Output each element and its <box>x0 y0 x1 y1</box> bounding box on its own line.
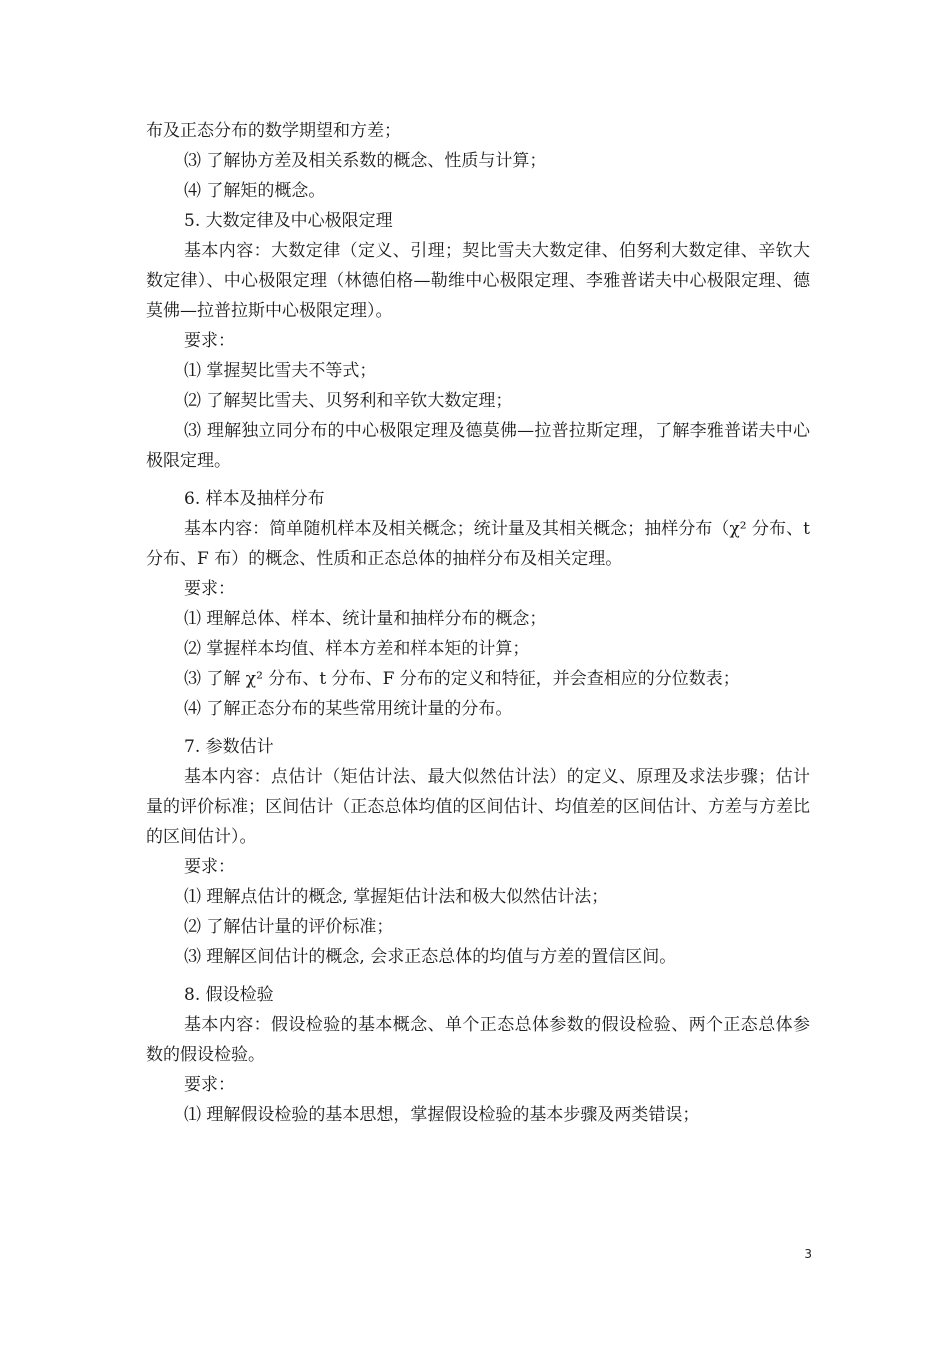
section-heading: 6. 样本及抽样分布 <box>184 489 325 509</box>
section-content: 基本内容：点估计（矩估计法、最大似然估计法）的定义、原理及求法步骤；估计量的评价标准；区间估计（正态总体均值的区间估计、均值差的区间估计、方差与方差比的区间估计）。 <box>146 767 810 847</box>
requirements-label: 要求： <box>184 579 235 599</box>
section-content: 基本内容：假设检验的基本概念、单个正态总体参数的假设检验、两个正态总体参数的假设检验。 <box>146 1015 810 1065</box>
list-item: ⑵ 了解契比雪夫、贝努利和辛钦大数定理； <box>184 391 513 411</box>
list-item: ⑶ 了解 χ² 分布、t 分布、F 分布的定义和特征，并会查相应的分位数表； <box>184 669 740 689</box>
section-content: 基本内容：简单随机样本及相关概念；统计量及其相关概念；抽样分布（χ² 分布、t 分布、F 布）的概念、性质和正态总体的抽样分布及相关定理。 <box>146 519 810 569</box>
section-heading: 7. 参数估计 <box>184 737 274 757</box>
list-item: ⑴ 理解总体、样本、统计量和抽样分布的概念； <box>184 609 547 629</box>
list-item: ⑴ 理解假设检验的基本思想，掌握假设检验的基本步骤及两类错误； <box>184 1105 700 1125</box>
section-content: 基本内容：大数定律（定义、引理；契比雪夫大数定律、伯努利大数定律、辛钦大数定律）、中心极限定理（林德伯格—勒维中心极限定理、李雅普诺夫中心极限定理、德莫佛—拉普拉斯中心极限定理）。 <box>146 241 810 321</box>
requirements-label: 要求： <box>184 1075 235 1095</box>
requirements-label: 要求： <box>184 331 235 351</box>
section-heading: 8. 假设检验 <box>184 985 274 1005</box>
page-number: 3 <box>804 1247 812 1261</box>
list-item: ⑶ 了解协方差及相关系数的概念、性质与计算； <box>184 151 547 171</box>
list-item: ⑷ 了解正态分布的某些常用统计量的分布。 <box>184 699 513 719</box>
list-item: ⑵ 了解估计量的评价标准； <box>184 917 394 937</box>
list-item: ⑶ 理解独立同分布的中心极限定理及德莫佛—拉普拉斯定理，了解李雅普诺夫中心极限定理。 <box>146 421 810 471</box>
list-item: ⑴ 掌握契比雪夫不等式； <box>184 361 377 381</box>
paragraph-continuation: 布及正态分布的数学期望和方差； <box>146 121 401 141</box>
list-item: ⑴ 理解点估计的概念, 掌握矩估计法和极大似然估计法； <box>184 887 609 907</box>
list-item: ⑷ 了解矩的概念。 <box>184 181 326 201</box>
section-heading: 5. 大数定律及中心极限定理 <box>184 211 393 231</box>
list-item: ⑶ 理解区间估计的概念, 会求正态总体的均值与方差的置信区间。 <box>184 947 677 967</box>
requirements-label: 要求： <box>184 857 235 877</box>
page-body <box>146 116 810 1130</box>
list-item: ⑵ 掌握样本均值、样本方差和样本矩的计算； <box>184 639 530 659</box>
